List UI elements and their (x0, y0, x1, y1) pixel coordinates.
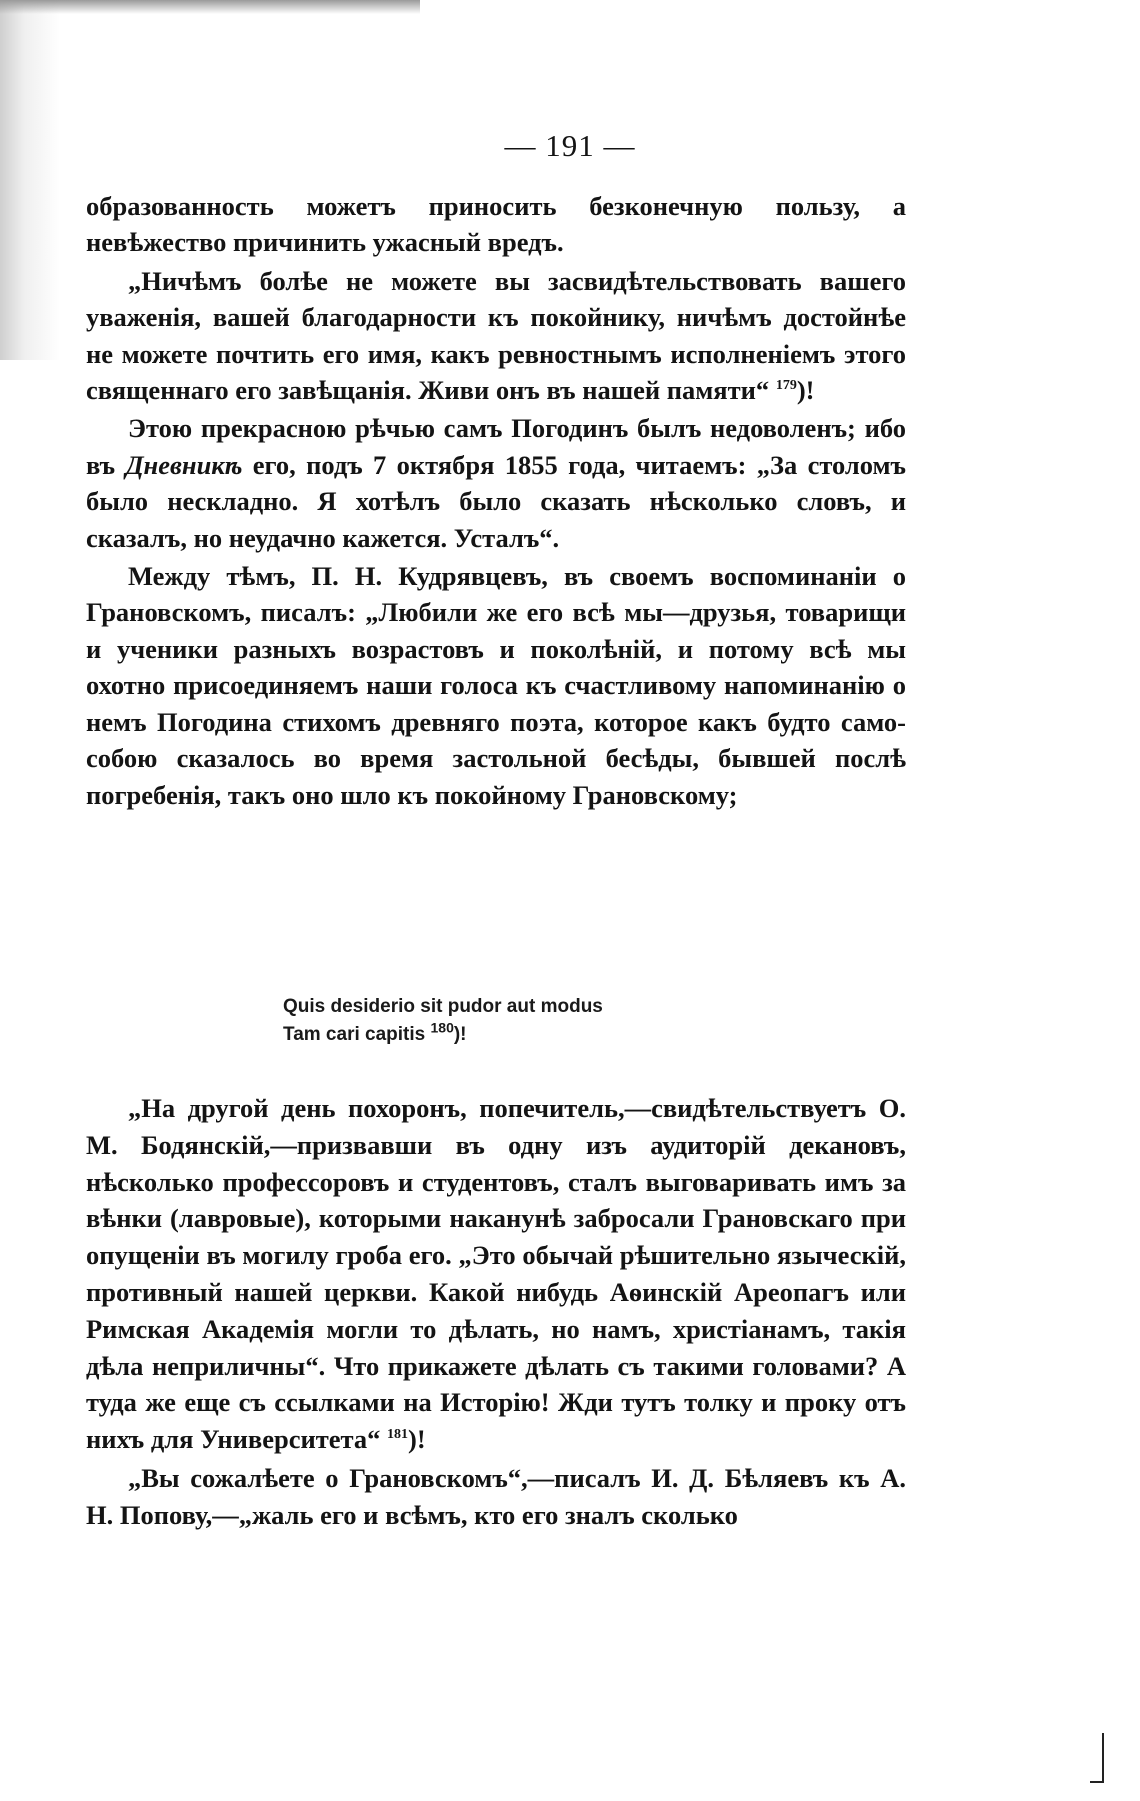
paragraph-text: Этою прекрасною рѣчью самъ Погодинъ былъ недоволенъ; ибо въ (86, 413, 906, 480)
paragraph-text: „Вы сожалѣете о Грановскомъ“,—писалъ И. Д. Бѣляевъ къ А. Н. Попову,—„жаль его и всѣмъ, кто его зналъ сколько (86, 1462, 906, 1530)
paragraph (86, 410, 906, 556)
paragraph-text: его, подъ 7 октября 1855 года, читаемъ: „За столомъ было нескладно. Я хотѣлъ было сказать нѣсколько словъ, и сказалъ, но неудачно кажется. Усталъ“. (86, 449, 907, 553)
paragraph (86, 1460, 906, 1534)
paragraph (86, 263, 906, 409)
scan-top-edge (0, 0, 420, 14)
paragraph (86, 1090, 906, 1458)
paragraph (86, 558, 906, 813)
paragraph-tail: )! (796, 375, 815, 406)
scan-shadow (0, 0, 60, 360)
footnote-ref: 180 (430, 1019, 454, 1036)
italic-title: Дневникѣ (125, 449, 243, 480)
paragraph-text: „На другой день похоронъ, попечитель,—свидѣтельствуетъ О. М. Бодянскій,—призвавши въ одну изъ аудиторій декановъ, нѣсколько профессоровъ и студентовъ, сталъ выговаривать имъ за вѣнки (лавровые), которыми наканунѣ забросали Грановскаго при опущеніи въ могилу гроба его. „Это обычай рѣшительно языческій, противный нашей церкви. Какой нибудь Аѳинскій Ареопагъ или Римская Академія могли то дѣлать, но намъ, христіанамъ, такія дѣла неприличны“. Что прикажете дѣлать съ такими головами? А туда же еще съ ссылками на Исторію! Жди тутъ толку и проку отъ нихъ для Университета“ (86, 1093, 906, 1455)
latin-quotation (283, 993, 603, 1049)
quotation-line (283, 1021, 603, 1049)
paragraph-text: образованность можетъ приносить безконечную пользу, а невѣжество причинить ужасный вредъ. (86, 191, 906, 258)
quotation-line: Quis desiderio sit pudor aut modus (283, 996, 603, 1017)
scan-corner-mark (1102, 1733, 1104, 1783)
paragraph-text: Между тѣмъ, П. Н. Кудрявцевъ, въ своемъ воспоминаніи о Грановскомъ, писалъ: „Любили же его всѣ мы—друзья, товарищи и ученики разныхъ возрастовъ и поколѣній, и потому всѣ мы охотно присоединяемъ наши голоса къ счастливому напоминанію о немъ Погодина стихомъ древняго поэта, которое какъ будто само-собою сказалось во время застольной бесѣды, бывшей послѣ погребенія, такъ оно шло къ покойному Грановскому; (86, 561, 906, 810)
quotation-tail: )! (453, 1024, 467, 1045)
footnote-ref: 181 (387, 1427, 408, 1443)
paragraph-tail: )! (408, 1424, 426, 1455)
quotation-line-text: Tam cari capitis (283, 1024, 426, 1045)
page-number: — 191 — (504, 128, 636, 163)
paragraph (86, 188, 906, 261)
scan-corner-mark-foot (1090, 1781, 1104, 1783)
paragraph-text: „Ничѣмъ болѣе не можете вы засвидѣтельствовать вашего уваженія, вашей благодарности къ покойнику, ничѣмъ достойнѣе не можете почтить его имя, какъ ревностнымъ исполненіемъ этого священнаго его завѣщанія. Живи онъ въ нашей памяти“ (86, 265, 906, 406)
footnote-ref: 179 (775, 378, 797, 394)
body-text-continued (86, 1090, 906, 1534)
body-text (86, 188, 906, 813)
